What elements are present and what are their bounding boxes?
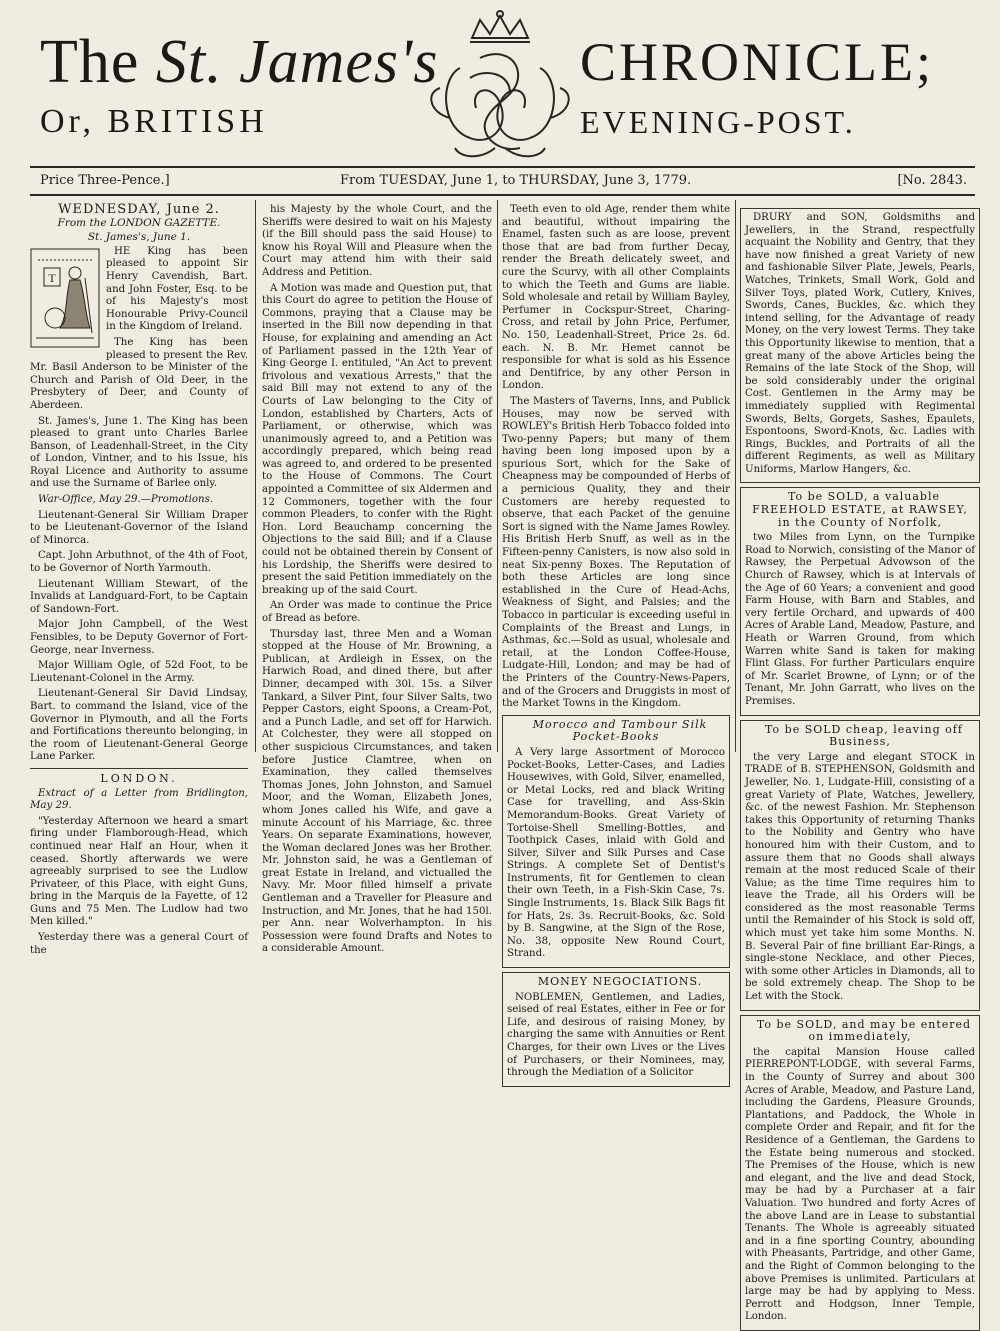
advert-title: MONEY NEGOCIATIONS. bbox=[537, 975, 703, 989]
masthead-subtitle-left: Or, BRITISH bbox=[40, 103, 268, 140]
place-line: St. James's, June 1. bbox=[87, 231, 191, 244]
advert-paragraph: NOBLEMEN, Gentlemen, and Ladies, seised of real Estates, either in Fee or for Life, and desirous of raising Money, by charging the same with Annuities or Rent Charges, for their own Lives or the Lives of Purchasers, or their Nominees, may, through the Mediation of a Solicitor bbox=[507, 991, 725, 1079]
column-2 bbox=[262, 204, 492, 955]
column-divider bbox=[735, 200, 736, 752]
advert-title: Morocco and Tambour Silk Pocket-Books bbox=[532, 717, 708, 744]
masthead-subtitle-right: EVENING-POST. bbox=[580, 104, 856, 140]
advert-title: To be SOLD, and may be entered on immediately, bbox=[756, 1017, 972, 1044]
advert-box bbox=[740, 208, 980, 483]
column-divider bbox=[497, 200, 498, 752]
article-paragraph: St. James's, June 1. The King has been pleased to grant unto Charles Barlee Banson, of Leadenhall-Street, in the City of London, Vintner, and to his Issue, his Royal Licence and Authority to assume and use the Surname of Barlee only. bbox=[30, 415, 248, 490]
advert-paragraph: the capital Mansion House called PIERREPONT-LODGE, with several Farms, in the County of Surrey and about 300 Acres of Arable, Meadow, and Pasture Land, including the Gardens, Pleasure Grounds, Plantations, and Paddock, the Whole in complete Order and Repair, and fit for the Residence of a Gentleman, the Gardens to the Estate being numerous and stocked. The Premises of the House, which is new and elegant, and the live and dead Stock, may be had by a Purchaser at a fair Valuation. Two hundred and forty Acres of the above Land are in Lease to substantial Tenants. The Whole is agreeably situated and in a fine sporting Country, abounding with Pheasants, Partridge, and other Game, and the Right of Common belonging to the above Premises is unlimited. Particulars at large may be had by applying to Mess. Perrott and Hodgson, Inner Temple, London. bbox=[745, 1046, 975, 1323]
masthead-right bbox=[580, 30, 980, 142]
article-paragraph: Capt. John Arbuthnot, of the 4th of Foot, to be Governor of North Yarmouth. bbox=[30, 550, 248, 575]
article-paragraph: Lieutenant-General Sir William Draper to be Lieutenant-Governor of the Island of Minorca. bbox=[30, 509, 248, 546]
section-heading: LONDON. bbox=[100, 771, 178, 785]
article-paragraph: Yesterday there was a general Court of the bbox=[30, 932, 248, 956]
article-paragraph: The King has been pleased to present the Rev. Mr. Basil Anderson to be Minister of the Church and Parish of Old Deer, in the Presbytery of Deer, and County of Aberdeen. bbox=[30, 336, 248, 411]
advert-box bbox=[740, 487, 980, 715]
issue-date: From TUESDAY, June 1, to THURSDAY, June 3, 1779. bbox=[340, 173, 692, 188]
advert-paragraph: DRURY and SON, Goldsmiths and Jewellers, in the Strand, respectfully acquaint the Nobility and Gentry, that they have now finished a great Variety of new and fashionable Silver Plate, Jewels, Pearls, Watches, Trinkets, Small Work, Gold and Silver Toys, plated Work, Cutlery, Knives, Swords, Canes, Buckles, &c. which they intend selling, for the Advantage of ready Money, on the very lowest Terms. They take this Opportunity likewise to mention, that a great many of the above Articles being the Remains of the late Stock of the Shop, will be sold considerably under the original Cost. Gentlemen in the Army may be immediately supplied with Regimental Swords, Belts, Gorgets, Sashes, Epaulets, Espontoons, Sword-Knots, &c. Ladies with Rings, Buckles, and Portraits of all the different Regiments, as well as Military Uniforms, Marlow Hangers, &c. bbox=[745, 212, 975, 475]
article-paragraph: Thursday last, three Men and a Woman stopped at the House of Mr. Browning, a Publican, at Ardleigh in Essex, on the Harwich Road, and dined there, but after Dinner, decamped with 30l. 15s. a Silver Tankard, a Silver Pint, four Silver Salts, two Pepper Castors, eight Spoons, a Cream-Pot, and a Punch Ladle, and set off for Harwich. At Colchester, they were all stopped on other suspicious Circumstances, and taken before Justice Clamtree, when on Examination, they called themselves Thomas Jones, John Johnston, and Samuel Moor, and the Woman, Elizabeth Jones, whom Jones called his Wife, and gave a minute Account of his Marriage, &c. three Years. On separate Examinations, however, the Woman declared Jones was her Brother. Mr. Johnston said, he was a Gentleman of great Estate in Ireland, and victualled the Navy. Mr. Moor filled himself a private Gentleman and a Traveller for Pleasure and Instruction, and Mr. Jones, that he had 150l. per Ann. near Wolverhampton. In his Possession were found Drafts and Notes to a considerable Amount. bbox=[262, 628, 492, 955]
svg-text:T: T bbox=[48, 270, 56, 285]
masthead-title-left: The St. James's bbox=[40, 28, 439, 96]
column-4 bbox=[740, 204, 980, 1323]
article-paragraph: "Yesterday Afternoon we heard a smart firing under Flamborough-Head, which continued near Half an Hour, when it ceased. Shortly afterwards we were agreeably surprised to see the Ludlow Privateer, of this Place, with eight Guns, bring in the Marquis de la Fayette, of 12 Guns and 75 Men. The Ludlow had two Men killed." bbox=[30, 815, 248, 928]
issue-number: [No. 2843. bbox=[897, 173, 967, 188]
advert-paragraph: A Very large Assortment of Morocco Pocket-Books, Letter-Cases, and Ladies Housewives, with Gold, Silver, enamelled, or Metal Locks, red and black Writing Case for travelling, and Ass-Skin Memorandum-Books. Great Variety of Tortoise-Shell Smelling-Bottles, and Toothpick Cases, inlaid with Gold and Silver, Silver and Silk Purses and Case Strings. A complete Set of Dentist's Instruments, fit for Gentlemen to clean their own Teeth, in a Fish-Skin Case, 7s. Single Instruments, 1s. Black Silk Bags fit for Hats, 2s. 3s. Recruit-Books, &c. Sold by B. Sangwine, at the Sign of the Rose, No. 38, opposite New Round Court, Strand. bbox=[507, 746, 725, 960]
section-heading: WEDNESDAY, June 2. bbox=[58, 202, 220, 217]
advert-title: To be SOLD cheap, leaving off Business, bbox=[765, 722, 963, 749]
column-1 bbox=[30, 202, 248, 956]
advert-box bbox=[502, 715, 730, 968]
advert-paragraph: two Miles from Lynn, on the Turnpike Road to Norwich, consisting of the Manor of Rawsey, the Perpetual Advowson of the Church of Rawsey, which is at Intervals of the Age of 60 Years; a convenient and good Farm House, with Barn and Stables, and very fertile Orchard, and upwards of 400 Acres of Arable Land, Meadow, Pasture, and Heath or Warren Ground, from which Warren white Sand is taken for making Flint Glass. For further Particulars enquire of Mr. Scarlet Browne, of Lynn; or of the Tenant, Mr. John Garratt, who lives on the Premises. bbox=[745, 532, 975, 707]
advert-title: To be SOLD, a valuable FREEHOLD ESTATE, at RAWSEY, in the County of Norfolk, bbox=[752, 490, 968, 529]
advert-box bbox=[740, 720, 980, 1011]
article-paragraph: War-Office, May 29.—Promotions. bbox=[38, 494, 214, 506]
column-3 bbox=[502, 204, 730, 1079]
article-paragraph: A Motion was made and Question put, that this Court do agree to petition the House of Commons, praying that a Clause may be inserted in the Bill now depending in that House, for explaining and amending an Act of Parliament passed in the 12th Year of King George I. entituled, "An Act to prevent frivolous and vexatious Arrests," that the said Bill may not extend to any of the Courts of Law belonging to the City of London, established by Charters, Acts of Parliament, or otherwise, which was unanimously agreed to, and a Petition was accordingly prepared, which being read was agreed to, and ordered to be presented to the House of Commons. The Court appointed a Committee of six Aldermen and 12 Commoners, together with the four common Pleaders, to confer with the Right Hon. Lord Beauchamp concerning the Objections to the said Bill; and if a Clause could not be obtained therein by Consent of his Lordship, the Sheriffs were desired to present the said Petition immediately on the breaking up of the said Court. bbox=[262, 282, 492, 596]
britannia-engraving-icon bbox=[30, 248, 100, 348]
royal-crest-icon bbox=[410, 8, 590, 168]
bottom-rule bbox=[30, 194, 975, 196]
source-line: From the LONDON GAZETTE. bbox=[57, 216, 221, 229]
advert-paragraph: Teeth even to old Age, render them white and beautiful, without impairing the Enamel, fasten such as are loose, prevent those that are bad from further Decay, render the Breath delicately sweet, and cure the Scurvy, with all other Complaints to which the Teeth and Gums are liable. Sold wholesale and retail by William Bayley, Perfumer in Cockspur-Street, Charing-Cross, and retail by John Price, Perfumer, No. 150, Leadenhall-Street, Price 2s. 6d. each. N. B. Mr. Hemet cannot be responsible for what is sold as his Essence and Dentifrice, by any other Person in London. bbox=[502, 204, 730, 392]
section-rule bbox=[30, 768, 248, 769]
masthead-title-right: CHRONICLE; bbox=[580, 32, 934, 92]
advert-paragraph: The Masters of Taverns, Inns, and Publick Houses, may now be served with ROWLEY's British Herb Tobacco folded into Two-penny Papers; but many of them having been long imposed upon by a spurious Sort, which for the Sake of Cheapness may be compounded of Herbs of a pernicious Quality, they and their Customers are hereby requested to observe, that each Packet of the genuine Sort is signed with the Name James Rowley. His British Herb Snuff, as well as in the Fifteen-penny Canisters, is now also sold in neat Six-penny Boxes. The Reputation of both these Articles are long since established in the Cure of Head-Achs, Weakness of Sight, and Palsies; and the Tobacco in particular is exceeding useful in Complaints of the Breast and Lungs, in Asthmas, &c.—Sold as usual, wholesale and retail, at the London Coffee-House, Ludgate-Hill, London; and may be had of the Printers of the Country-News-Papers, and of the Grocers and Druggists in most of the Market Towns in the Kingdom. bbox=[502, 395, 730, 710]
article-paragraph: his Majesty by the whole Court, and the Sheriffs were desired to wait on his Majesty (if the Bill should pass the said House) to know his Royal Will and Pleasure when the Court may attend him with their said Address and Petition. bbox=[262, 204, 492, 278]
article-paragraph: Lieutenant-General Sir David Lindsay, Bart. to command the Island, vice of the Governor in Plymouth, and all the Forts and Fortifications thereunto belonging, in the room of Lieutenant-General George Lane Parker. bbox=[30, 688, 248, 763]
masthead-left bbox=[40, 28, 439, 142]
advert-paragraph: the very Large and elegant STOCK in TRADE of B. STEPHENSON, Goldsmith and Jeweller, No. 1, Ludgate-Hill, consisting of a great Variety of Plate, Watches, Jewellery, &c. of the newest Fashion. Mr. Stephenson takes this Opportunity of returning Thanks to the Nobility and Gentry who have honoured him with their Custom, and to assure them that no Goods shall always remain at the most reduced Scale of their Value; as the time Time requires him to leave the Trade, all his Orders will be considered as the most reasonable Terms until the Remainder of his Stock is sold off, which must yet take him some Months. N. B. Several Pair of fine brilliant Ear-Rings, a single-stone Necklace, and other Pieces, with some other Articles in Diamonds, all to be sold extremely cheap. The Shop to be Let with the Stock. bbox=[745, 751, 975, 1003]
article-paragraph: Major John Campbell, of the West Fensibles, to be Deputy Governor of Fort-George, near Inverness. bbox=[30, 619, 248, 656]
article-paragraph: Lieutenant William Stewart, of the Invalids at Landguard-Fort, to be Captain of Sandown-Fort. bbox=[30, 578, 248, 615]
article-paragraph: HE King has been pleased to appoint Sir Henry Cavendish, Bart. and John Foster, Esq. to be of his Majesty's most Honourable Privy-Council in the Kingdom of Ireland. bbox=[106, 245, 248, 333]
price-label: Price Three-Pence.] bbox=[40, 173, 170, 188]
column-divider bbox=[255, 200, 256, 752]
article-paragraph: Major William Ogle, of 52d Foot, to be Lieutenant-Colonel in the Army. bbox=[30, 660, 248, 684]
dateline bbox=[30, 170, 975, 192]
top-rule bbox=[30, 166, 975, 168]
article-paragraph: Extract of a Letter from Bridlington, May 29. bbox=[30, 787, 248, 812]
article-paragraph: An Order was made to continue the Price of Bread as before. bbox=[262, 600, 492, 624]
advert-box bbox=[502, 972, 730, 1087]
advert-box bbox=[740, 1015, 980, 1331]
